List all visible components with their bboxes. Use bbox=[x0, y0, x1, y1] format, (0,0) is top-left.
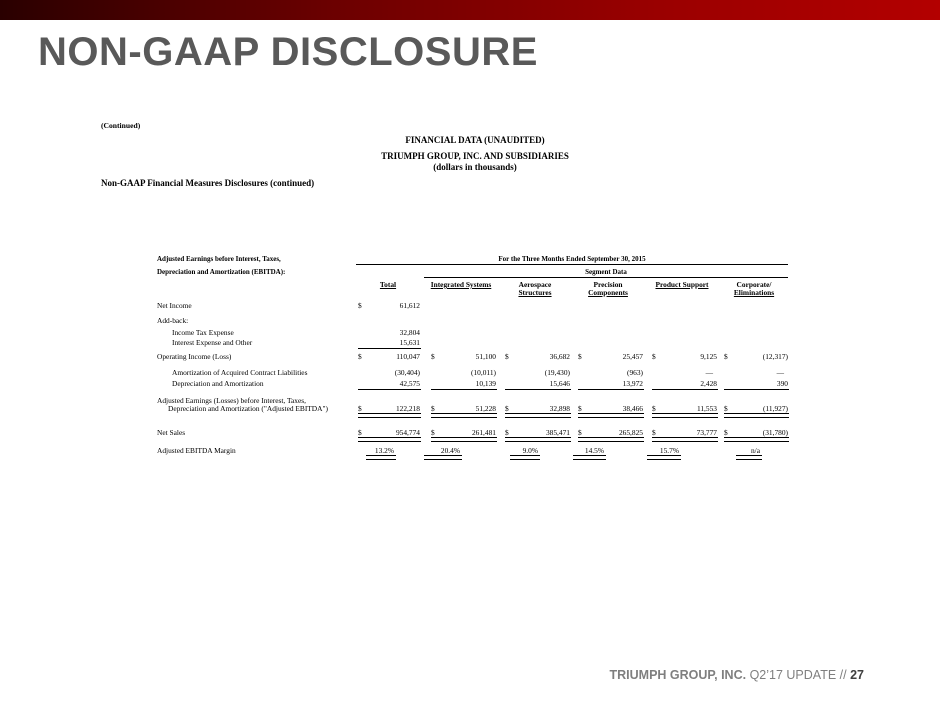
currency-symbol: $ bbox=[358, 428, 362, 437]
total-double-rule bbox=[358, 437, 421, 442]
currency-symbol: $ bbox=[652, 404, 656, 413]
currency-symbol: $ bbox=[505, 428, 509, 437]
amortization-corporate: — bbox=[776, 368, 784, 377]
row-label-adj-ebitda-line1: Adjusted Earnings (Losses) before Interest, Taxes, bbox=[157, 396, 306, 405]
slide-footer bbox=[610, 668, 865, 682]
total-double-rule bbox=[652, 413, 718, 418]
row-label-income-tax: Income Tax Expense bbox=[172, 328, 234, 337]
segment-data-header: Segment Data bbox=[585, 268, 627, 276]
subtotal-rule bbox=[431, 389, 497, 390]
margin-aerospace: 9.0% bbox=[522, 446, 538, 455]
amortization-precision: (963) bbox=[626, 368, 643, 377]
amortization-integrated: (10,011) bbox=[471, 368, 496, 377]
operating-income-precision: 25,457 bbox=[622, 352, 643, 361]
currency-symbol: $ bbox=[578, 428, 582, 437]
income-tax-total: 32,804 bbox=[399, 328, 420, 337]
margin-product-support: 15.7% bbox=[659, 446, 679, 455]
depreciation-aerospace: 15,646 bbox=[549, 379, 570, 388]
interest-total: 15,631 bbox=[399, 338, 420, 347]
doc-heading-units: (dollars in thousands) bbox=[433, 162, 517, 172]
col-header-precision-components: Precision Components bbox=[588, 280, 628, 297]
currency-symbol: $ bbox=[724, 404, 728, 413]
subtotal-rule bbox=[578, 389, 644, 390]
margin-double-rule bbox=[573, 455, 606, 460]
continued-label: (Continued) bbox=[101, 121, 141, 130]
subtotal-rule bbox=[505, 389, 571, 390]
section-heading: Non-GAAP Financial Measures Disclosures (continued) bbox=[101, 178, 315, 188]
margin-total: 13.2% bbox=[374, 446, 394, 455]
currency-symbol: $ bbox=[431, 352, 435, 361]
currency-symbol: $ bbox=[724, 428, 728, 437]
total-double-rule bbox=[431, 437, 497, 442]
row-label-add-back: Add-back: bbox=[157, 316, 189, 325]
currency-symbol: $ bbox=[358, 352, 362, 361]
row-label-operating-income: Operating Income (Loss) bbox=[157, 352, 232, 361]
footer-update: Q2’17 UPDATE // bbox=[749, 668, 847, 682]
doc-heading-company: TRIUMPH GROUP, INC. AND SUBSIDIARIES bbox=[381, 151, 569, 161]
total-double-rule bbox=[724, 413, 789, 418]
currency-symbol: $ bbox=[431, 404, 435, 413]
amortization-aerospace: (19,430) bbox=[544, 368, 570, 377]
row-label-depreciation: Depreciation and Amortization bbox=[172, 379, 264, 388]
period-header: For the Three Months Ended September 30, 2015 bbox=[498, 255, 646, 263]
currency-symbol: $ bbox=[358, 301, 362, 310]
col-header-product-support: Product Support bbox=[655, 280, 709, 289]
depreciation-integrated: 10,139 bbox=[475, 379, 496, 388]
amortization-total: (30,404) bbox=[394, 368, 420, 377]
margin-double-rule bbox=[647, 455, 681, 460]
total-double-rule bbox=[652, 437, 718, 442]
top-accent-bar bbox=[0, 0, 940, 20]
currency-symbol: $ bbox=[724, 352, 728, 361]
doc-heading-financial-data: FINANCIAL DATA (UNAUDITED) bbox=[405, 135, 545, 145]
margin-double-rule bbox=[510, 455, 540, 460]
slide-title: NON-GAAP DISCLOSURE bbox=[38, 30, 538, 74]
row-label-interest: Interest Expense and Other bbox=[172, 338, 253, 347]
net-sales-product-support: 73,777 bbox=[696, 428, 717, 437]
operating-income-corporate: (12,317) bbox=[762, 352, 788, 361]
depreciation-precision: 13,972 bbox=[622, 379, 643, 388]
row-label-net-sales: Net Sales bbox=[157, 428, 186, 437]
row-label-adj-ebitda-line2: Depreciation and Amortization ("Adjusted EBITDA") bbox=[168, 404, 328, 413]
margin-double-rule bbox=[366, 455, 396, 460]
total-double-rule bbox=[358, 413, 421, 418]
currency-symbol: $ bbox=[505, 404, 509, 413]
currency-symbol: $ bbox=[505, 352, 509, 361]
row-label-net-income: Net Income bbox=[157, 301, 192, 310]
period-rule bbox=[356, 264, 788, 265]
adj-ebitda-product-support: 11,553 bbox=[696, 404, 717, 413]
currency-symbol: $ bbox=[578, 352, 582, 361]
depreciation-product-support: 2,428 bbox=[700, 379, 717, 388]
net-sales-corporate: (31,780) bbox=[762, 428, 788, 437]
adj-ebitda-total: 122,218 bbox=[395, 404, 420, 413]
page-number: 27 bbox=[850, 668, 864, 682]
total-double-rule bbox=[578, 437, 644, 442]
row-label-margin: Adjusted EBITDA Margin bbox=[157, 446, 236, 455]
col-header-aerospace-structures: Aerospace Structures bbox=[518, 280, 552, 297]
currency-symbol: $ bbox=[358, 404, 362, 413]
currency-symbol: $ bbox=[652, 428, 656, 437]
operating-income-total: 110,047 bbox=[396, 352, 420, 361]
total-double-rule bbox=[724, 437, 789, 442]
net-sales-aerospace: 385,471 bbox=[545, 428, 570, 437]
table-title-line1: Adjusted Earnings before Interest, Taxes, bbox=[157, 255, 281, 263]
table-title-line2: Depreciation and Amortization (EBITDA): bbox=[157, 268, 286, 276]
amortization-product-support: — bbox=[705, 368, 713, 377]
net-sales-total: 954,774 bbox=[395, 428, 420, 437]
row-label-amortization: Amortization of Acquired Contract Liabilities bbox=[172, 368, 308, 377]
currency-symbol: $ bbox=[652, 352, 656, 361]
net-sales-integrated: 261,481 bbox=[471, 428, 496, 437]
subtotal-rule bbox=[652, 389, 718, 390]
adj-ebitda-aerospace: 32,898 bbox=[549, 404, 570, 413]
margin-corporate: n/a bbox=[750, 446, 760, 455]
col-header-total: Total bbox=[379, 280, 397, 289]
currency-symbol: $ bbox=[578, 404, 582, 413]
segment-rule bbox=[424, 277, 788, 278]
depreciation-total: 42,575 bbox=[399, 379, 420, 388]
currency-symbol: $ bbox=[431, 428, 435, 437]
total-double-rule bbox=[431, 413, 497, 418]
margin-double-rule bbox=[736, 455, 762, 460]
operating-income-aerospace: 36,682 bbox=[549, 352, 570, 361]
margin-integrated: 20.4% bbox=[440, 446, 460, 455]
net-income-total: 61,612 bbox=[399, 301, 420, 310]
adj-ebitda-integrated: 51,228 bbox=[475, 404, 496, 413]
adj-ebitda-corporate: (11,927) bbox=[763, 404, 788, 413]
net-sales-precision: 265,825 bbox=[618, 428, 643, 437]
col-header-integrated-systems: Integrated Systems bbox=[430, 280, 492, 289]
margin-precision: 14.5% bbox=[584, 446, 604, 455]
operating-income-integrated: 51,100 bbox=[475, 352, 496, 361]
total-double-rule bbox=[505, 413, 571, 418]
total-double-rule bbox=[578, 413, 644, 418]
adj-ebitda-precision: 38,466 bbox=[622, 404, 643, 413]
footer-company: TRIUMPH GROUP, INC. bbox=[609, 668, 747, 682]
subtotal-rule bbox=[358, 348, 421, 349]
depreciation-corporate: 390 bbox=[776, 379, 788, 388]
subtotal-rule bbox=[358, 389, 421, 390]
operating-income-product-support: 9,125 bbox=[700, 352, 717, 361]
total-double-rule bbox=[505, 437, 571, 442]
col-header-corporate-eliminations: Corporate/ Eliminations bbox=[733, 280, 775, 297]
margin-double-rule bbox=[424, 455, 462, 460]
subtotal-rule bbox=[724, 389, 789, 390]
